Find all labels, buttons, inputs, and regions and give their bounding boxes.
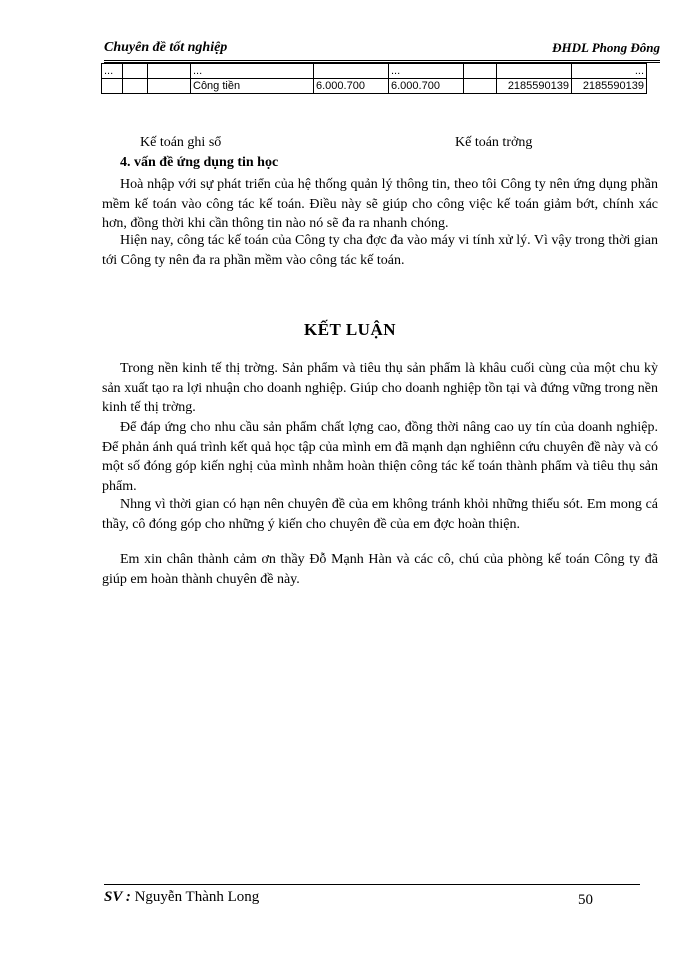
table-cell: ... xyxy=(389,64,464,79)
paragraph: Hoà nhập với sự phát triển của hệ thống quản lý thông tin, theo tôi Công ty nên ứng dụng phần mềm kế toán vào công tác kế toán. Điều này sẽ giúp cho công việc kế toán giảm bớt, chính xác hơn, đồng thời khi cần thông tin nào nó sẽ đa ra nhanh chóng. xyxy=(102,177,658,231)
conclusion-title: KẾT LUẬN xyxy=(303,320,396,339)
table-cell xyxy=(464,79,497,94)
paragraph: Nhng vì thời gian có hạn nên chuyên đề của em không tránh khỏi những thiếu sót. Em mong cá thầy, cô đóng góp cho những ý kiến cho chuyên đề của em đợc hoàn thiện. xyxy=(102,497,658,532)
signature-accountant: Kế toán ghi sổ xyxy=(140,135,222,150)
paragraph: Trong nền kinh tế thị trờng. Sản phẩm và tiêu thụ sản phẩm là khâu cuối cùng của một chu kỳ sản xuất tạo ra lợi nhuận cho doanh nghiệp. Giúp cho doanh nghiệp tồn tại và đứng vững trong nền kinh tế thị trờng. xyxy=(102,361,658,415)
table-cell xyxy=(123,79,148,94)
table-cell xyxy=(464,64,497,79)
page-header xyxy=(104,40,660,60)
page-number: 50 xyxy=(578,892,593,908)
table-cell: 6.000.700 xyxy=(314,79,389,94)
paragraph: Để đáp ứng cho nhu cầu sản phẩm chất lợng cao, đồng thời nâng cao uy tín của doanh nghiệp. Để phản ánh quá trình kết quả học tập của mình em đã mạnh dạn nghiênn cứu chuyên đề này và có một số đóng góp kiến nghị của mình nhằm hoàn thiện công tác kế toán thành phẩm và tiêu thụ sản phẩm. xyxy=(102,420,658,494)
table-cell: 2185590139 xyxy=(497,79,572,94)
paragraph: Hiện nay, công tác kế toán của Công ty cha đợc đa vào máy vi tính xử lý. Vì vậy trong thời gian tới Công ty nên đa ra phần mềm vào công tác kế toán. xyxy=(102,233,658,268)
table-cell: ... xyxy=(572,64,647,79)
table-row xyxy=(102,64,647,79)
table-row xyxy=(102,79,647,94)
table-cell xyxy=(148,79,191,94)
student-label: SV : xyxy=(104,889,131,905)
table-cell: ... xyxy=(102,64,123,79)
author-name: Nguyễn Thành Long xyxy=(130,889,260,905)
ledger-table xyxy=(101,63,647,94)
section-heading: 4. vấn đề ứng dụng tin học xyxy=(120,155,279,170)
table-cell: 2185590139 xyxy=(572,79,647,94)
footer-rule xyxy=(104,884,640,885)
signature-chief-accountant: Kế toán trởng xyxy=(455,135,533,150)
table-cell: Công tiền xyxy=(191,79,314,94)
table-cell: 6.000.700 xyxy=(389,79,464,94)
table-cell: ... xyxy=(191,64,314,79)
table-cell xyxy=(148,64,191,79)
header-right-title: ĐHDL Phong Đông xyxy=(552,40,660,55)
header-left-title: Chuyên đề tốt nghiệp xyxy=(104,40,228,55)
table-cell xyxy=(314,64,389,79)
author xyxy=(104,889,259,906)
table-cell xyxy=(102,79,123,94)
table-cell xyxy=(123,64,148,79)
page-footer xyxy=(104,884,660,908)
table-cell xyxy=(497,64,572,79)
paragraph: Em xin chân thành cảm ơn thầy Đỗ Mạnh Hàn và các cô, chú của phòng kế toán Công ty đã giúp em hoàn thành chuyên đề này. xyxy=(102,552,658,587)
